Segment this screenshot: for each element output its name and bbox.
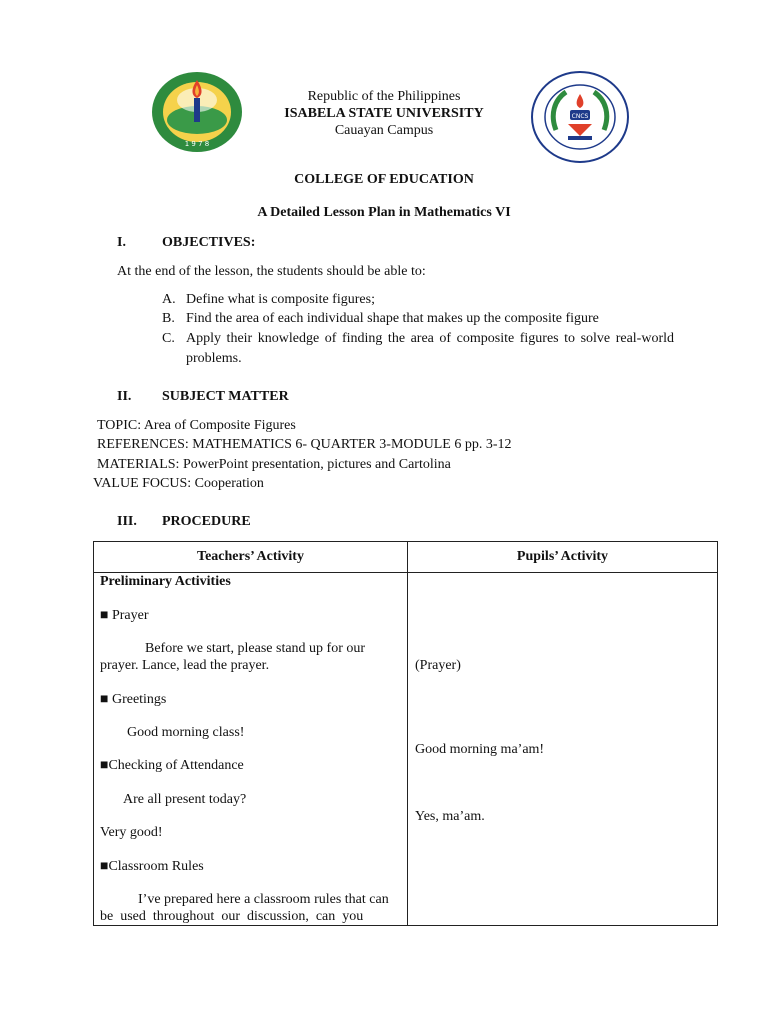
section-subject-title: SUBJECT MATTER [162, 389, 289, 404]
republic-line: Republic of the Philippines [307, 89, 461, 104]
pupil-greeting: Good morning ma’am! [415, 742, 545, 757]
section-procedure-num: III. [117, 514, 137, 529]
procedure-table [93, 541, 718, 926]
rules-line-1: I’ve prepared here a classroom rules that can [138, 892, 389, 907]
table-header-row [94, 542, 718, 573]
rules-label: ■Classroom Rules [100, 859, 204, 874]
teachers-activity-header: Teachers’ Activity [94, 542, 408, 573]
topic-line: TOPIC: Area of Composite Figures [97, 418, 296, 433]
prayer-label: ■ Prayer [100, 608, 149, 623]
section-subject-num: II. [117, 389, 132, 404]
pupils-activity-header: Pupils’ Activity [408, 542, 718, 573]
attendance-question: Are all present today? [123, 792, 247, 807]
attendance-label: ■Checking of Attendance [100, 758, 244, 773]
materials-line: MATERIALS: PowerPoint presentation, pictures and Cartolina [97, 457, 451, 472]
teacher-greeting: Good morning class! [127, 725, 245, 740]
pupil-prayer: (Prayer) [415, 658, 461, 673]
college-name: COLLEGE OF EDUCATION [294, 172, 474, 187]
isu-logo [150, 70, 244, 154]
section-procedure-title: PROCEDURE [162, 514, 251, 529]
objective-text: Find the area of each individual shape that makes up the composite figure [186, 311, 599, 326]
value-focus-line: VALUE FOCUS: Cooperation [93, 476, 264, 491]
very-good: Very good! [100, 825, 163, 840]
pupil-yes: Yes, ma’am. [415, 809, 485, 824]
teacher-cell [94, 573, 408, 926]
preliminary-heading: Preliminary Activities [100, 574, 231, 589]
objective-letter: A. [162, 292, 176, 307]
greetings-label: ■ Greetings [100, 692, 167, 707]
plan-title: A Detailed Lesson Plan in Mathematics VI [257, 205, 511, 220]
objective-text: Define what is composite figures; [186, 292, 375, 307]
table-row [94, 573, 718, 926]
objective-text: Apply their knowledge of finding the area of composite figures to solve real-world problems. [186, 331, 674, 366]
section-objectives-title: OBJECTIVES: [162, 235, 256, 250]
cncs-logo-badge: CNCS [571, 113, 589, 120]
references-line: REFERENCES: MATHEMATICS 6- QUARTER 3-MODULE 6 pp. 3-12 [97, 437, 512, 452]
prayer-instruction-2: prayer. Lance, lead the prayer. [100, 658, 270, 673]
cncs-logo [530, 70, 630, 164]
campus-name: Cauayan Campus [334, 123, 434, 138]
objective-letter: B. [162, 311, 175, 326]
prayer-instruction-1: Before we start, please stand up for our [145, 641, 366, 656]
university-name: ISABELA STATE UNIVERSITY [284, 106, 484, 121]
objectives-intro: At the end of the lesson, the students should be able to: [117, 264, 426, 279]
pupil-cell [408, 573, 718, 926]
objective-letter: C. [162, 331, 175, 346]
rules-line-2: be used throughout our discussion, can you [100, 909, 364, 924]
section-objectives-num: I. [117, 235, 126, 250]
isu-logo-year: 1 9 7 8 [184, 140, 210, 148]
